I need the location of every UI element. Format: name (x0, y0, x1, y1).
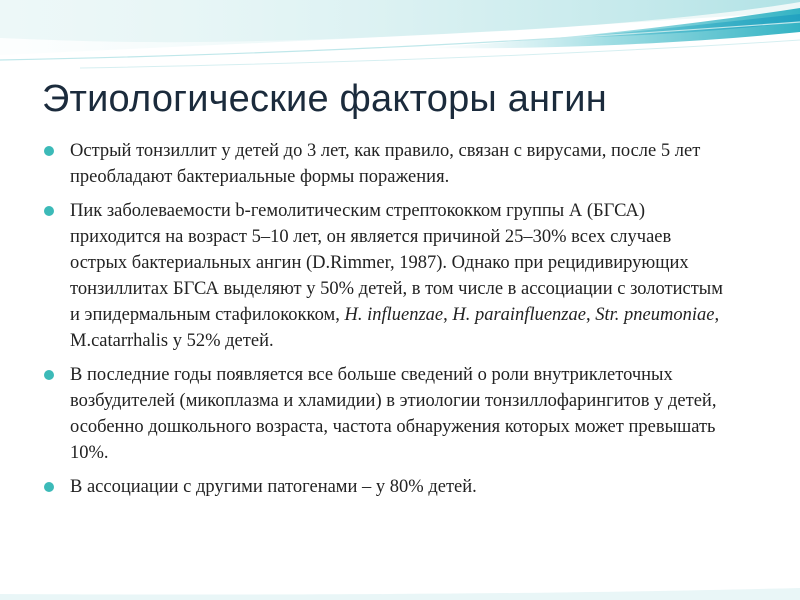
bullet-text: В ассоциации с другими патогенами – у 80% детей. (70, 477, 477, 497)
slide-title: Этиологические факторы ангин (42, 78, 607, 120)
bullet-dot-icon (44, 206, 54, 216)
list-item (42, 138, 732, 190)
bullet-text: Пик заболеваемости b-гемолитическим стрептококком группы А (БГСА) приходится на возраст 5–10 лет, он является причиной 25–30% всех случаев острых бактериальных ангин (D.Rimmer, 1987). Однако при рецидивирующих тонзиллитах БГСА выделяют у 50% детей, в том числе в ассоциации с золотистым и эпидермальным стафилококком, (70, 201, 723, 325)
bullet-dot-icon (44, 146, 54, 156)
pathogen-name: H. influenzae (344, 305, 444, 325)
separator: , (443, 305, 453, 325)
bullet-text: Острый тонзиллит у детей до 3 лет, как правило, связан с вирусами, после 5 лет преобладают бактериальные формы поражения. (70, 141, 701, 187)
bullet-list (42, 138, 732, 508)
bullet-text: , M.catarrhalis у 52% детей. (70, 305, 720, 351)
bullet-text: В последние годы появляется все больше сведений о роли внутриклеточных возбудителей (микоплазма и хламидии) в этиологии тонзиллофарингитов у детей, особенно дошкольного возраста, частота обнаружения которых может превышать 10%. (70, 365, 717, 463)
separator: , (585, 305, 596, 325)
list-item (42, 474, 732, 500)
bullet-dot-icon (44, 482, 54, 492)
pathogen-name: H. parainfluenzae (452, 305, 586, 325)
bullet-dot-icon (44, 370, 54, 380)
list-item (42, 362, 732, 466)
pathogen-name: Str. pneumoniae (595, 305, 715, 325)
wave-shape (0, 588, 800, 600)
list-item (42, 198, 732, 354)
